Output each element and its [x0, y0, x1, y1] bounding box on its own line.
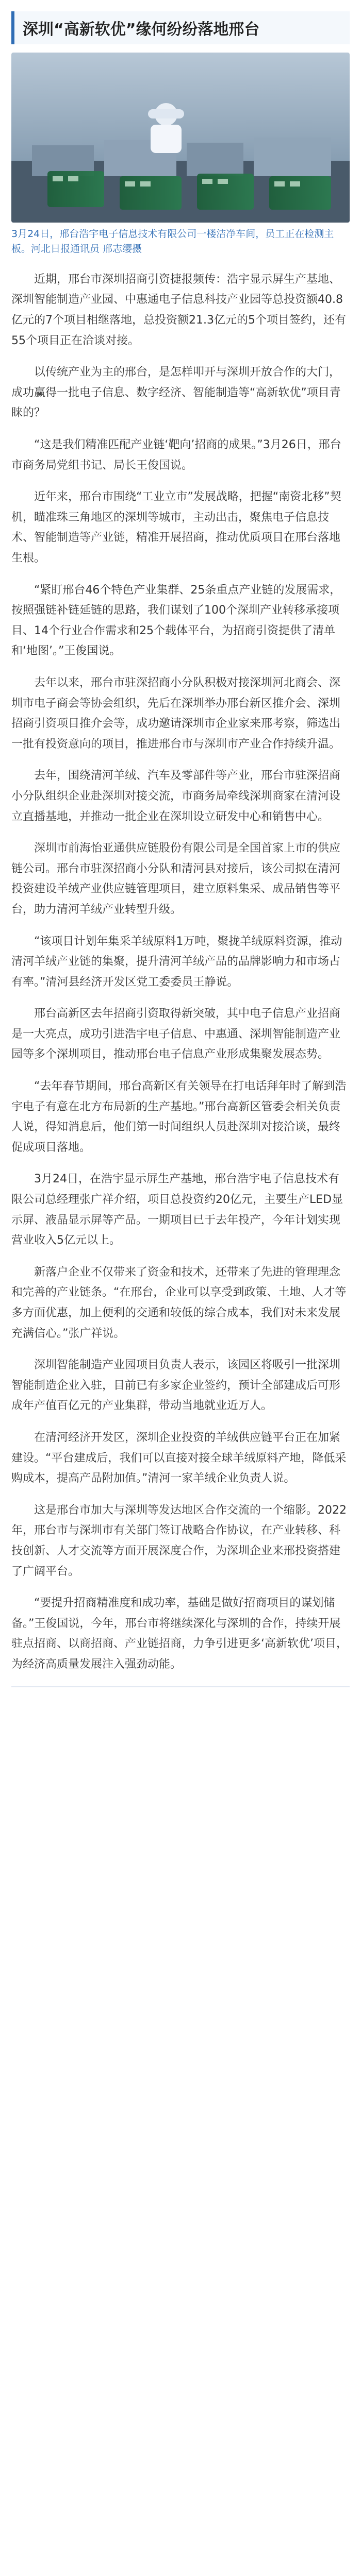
paragraph: 以传统产业为主的邢台，是怎样叩开与深圳开放合作的大门，成功赢得一批电子信息、数字经济、智能制造等“高新软优”项目青睐的？ — [11, 366, 341, 420]
photo-wrap — [11, 53, 350, 223]
article-body — [11, 269, 350, 1675]
paragraph: 在清河经济开发区，深圳企业投资的羊绒供应链平台正在加紧建设。“平台建成后，我们可以直接对接全球羊绒原料产地，降低采购成本，提高产品附加值。”清河一家羊绒企业负责人说。 — [11, 1431, 347, 1485]
paragraph: “这是我们精准匹配产业链‘靶向’招商的成果。”3月26日，邢台市商务局党组书记、局长王俊国说。 — [11, 438, 341, 472]
paragraph: 近期，邢台市深圳招商引资捷报频传：浩宇显示屏生产基地、深圳智能制造产业园、中惠通电子信息科技产业园等总投资额40.8亿元的7个项目相继落地，总投资额21.3亿元的5个项目签约，还有55个项目正在洽谈对接。 — [11, 273, 346, 347]
paragraph: “该项目计划年集采羊绒原料1万吨，聚拢羊绒原料资源，推动清河羊绒产业链的集聚，提升清河羊绒产品的品牌影响力和市场占有率。”清河县经济开发区党工委委员王静说。 — [11, 935, 342, 989]
paragraph: 近年来，邢台市围绕“工业立市”发展战略，把握“南资北移”契机，瞄准珠三角地区的深圳等城市，主动出击，聚焦电子信息技术、智能制造等产业链，精准开展招商，推动优质项目在邢台落地生根。 — [11, 490, 341, 565]
paragraph: 新落户企业不仅带来了资金和技术，还带来了先进的管理理念和完善的产业链条。“在邢台，企业可以享受到政策、土地、人才等多方面优惠，加上便利的交通和较低的综合成本，我们对未来发展充满信心。”张广祥说。 — [11, 1265, 347, 1340]
paragraph: “要提升招商精准度和成功率，基础是做好招商项目的谋划储备。”王俊国说，今年，邢台市将继续深化与深圳的合作，持续开展驻点招商、以商招商、产业链招商，力争引进更多‘高新软优’项目，为经济高质量发展注入强劲动能。 — [11, 1597, 348, 1671]
paragraph: 去年，围绕清河羊绒、汽车及零部件等产业，邢台市驻深招商小分队组织企业赴深圳对接交流，市商务局牵线深圳商家在清河设立直播基地，并推动一批企业在深圳设立研发中心和销售中心。 — [11, 769, 341, 823]
paragraph: 深圳市前海怡亚通供应链股份有限公司是全国首家上市的供应链公司。邢台市驻深招商小分队和清河县对接后，该公司拟在清河投资建设羊绒产业供应链管理项目，建立原料集采、成品销售等平台，助力清河羊绒产业转型升级。 — [11, 842, 341, 916]
paragraph: 去年以来，邢台市驻深招商小分队积极对接深圳河北商会、深圳市电子商会等协会组织，先后在深圳举办邢台新区推介会、深圳招商引资项目推介会等，成功邀请深圳市企业家来邢考察，筛选出一批有投资意向的项目，推进邢台市与深圳市产业合作持续升温。 — [11, 676, 341, 751]
paragraph: “去年春节期间，邢台高新区有关领导在打电话拜年时了解到浩宇电子有意在北方布局新的生产基地。”邢台高新区管委会相关负责人说，得知消息后，他们第一时间组织人员赴深圳对接洽谈，最终促成项目落地。 — [11, 1080, 347, 1154]
factory-photo — [11, 53, 350, 223]
page-title: 深圳“高新软优”缘何纷纷落地邢台 — [23, 21, 260, 39]
paragraph: “紧盯邢台46个特色产业集群、25条重点产业链的发展需求，按照强链补链延链的思路，我们谋划了100个深圳产业转移承接项目、14个行业合作需求和25个载体平台，为招商引资提供了清单和‘地图’。”王俊国说。 — [11, 583, 341, 658]
paragraph: 这是邢台市加大与深圳等发达地区合作交流的一个缩影。2022年，邢台市与深圳市有关部门签订战略合作协议，在产业转移、科技创新、人才交流等方面开展深度合作，为深圳企业来邢投资搭建了广阔平台。 — [11, 1503, 347, 1578]
footer-divider — [11, 1686, 350, 1687]
paragraph: 3月24日，在浩宇显示屏生产基地，邢台浩宇电子信息技术有限公司总经理张广祥介绍，项目总投资约20亿元，主要生产LED显示屏、液晶显示屏等产品。一期项目已于去年投产，今年计划实现营业收入5亿元以上。 — [11, 1173, 343, 1247]
paragraph: 深圳智能制造产业园项目负责人表示，该园区将吸引一批深圳智能制造企业入驻，目前已有多家企业签约，预计全部建成后可形成年产值百亿元的产业集群，带动当地就业近万人。 — [11, 1359, 341, 1413]
paragraph: 邢台高新区去年招商引资取得新突破，其中电子信息产业招商是一大亮点，成功引进浩宇电子信息、中惠通、深圳智能制造产业园等多个深圳项目，推动邢台电子信息产业形成集聚发展态势。 — [11, 1007, 341, 1061]
photo-caption: 3月24日，邢台浩宇电子信息技术有限公司一楼洁净车间，员工正在检测主板。河北日报通讯员 邢志缨摄 — [11, 228, 334, 255]
title-bar — [11, 11, 350, 44]
